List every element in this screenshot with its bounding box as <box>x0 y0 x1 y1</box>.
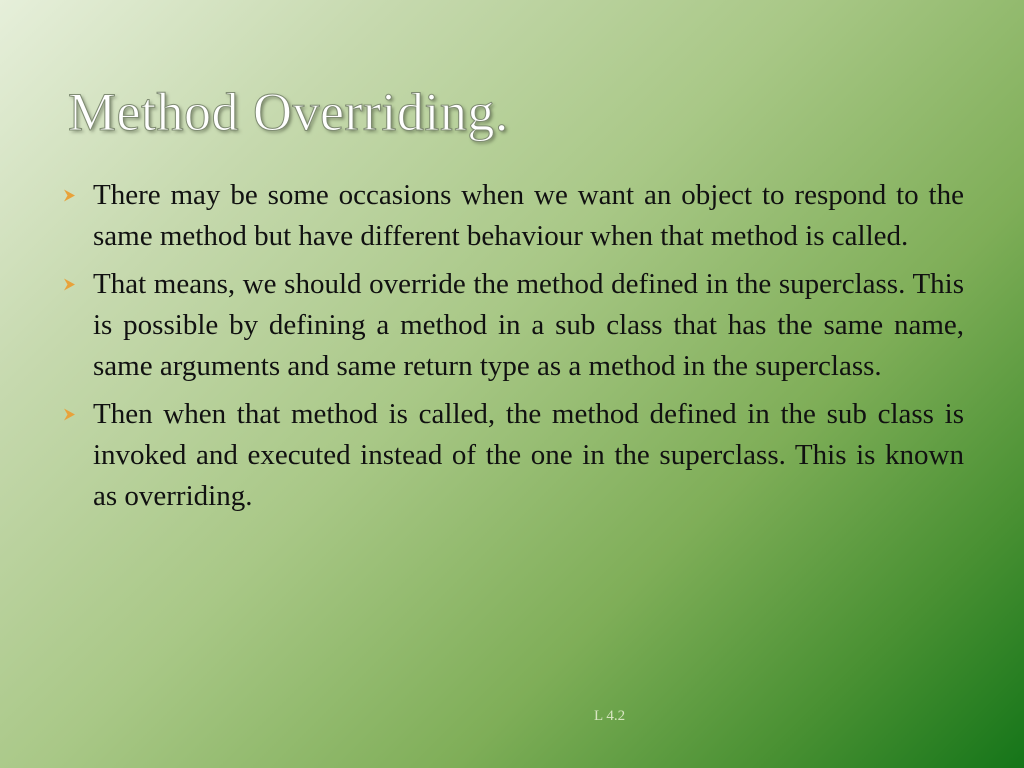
bullet-list <box>62 175 964 524</box>
bullet-item-1 <box>62 175 964 257</box>
bullet-text-1: There may be some occasions when we want an object to respond to the same method but have different behaviour when that method is called. <box>93 179 964 252</box>
slide-number: L 4.2 <box>594 708 626 724</box>
bullet-item-3 <box>62 394 964 517</box>
arrow-bullet-icon <box>62 394 86 435</box>
slide-title: Method Overriding. <box>68 82 509 142</box>
arrow-bullet-icon <box>62 175 86 216</box>
arrow-bullet-icon <box>62 264 86 305</box>
bullet-item-2 <box>62 264 964 387</box>
bullet-text-2: That means, we should override the method defined in the superclass. This is possible by defining a method in a sub class that has the same name, same arguments and same return type as a method in the superclass. <box>93 268 964 382</box>
bullet-text-3: Then when that method is called, the method defined in the sub class is invoked and executed instead of the one in the superclass. This is known as overriding. <box>93 398 964 512</box>
